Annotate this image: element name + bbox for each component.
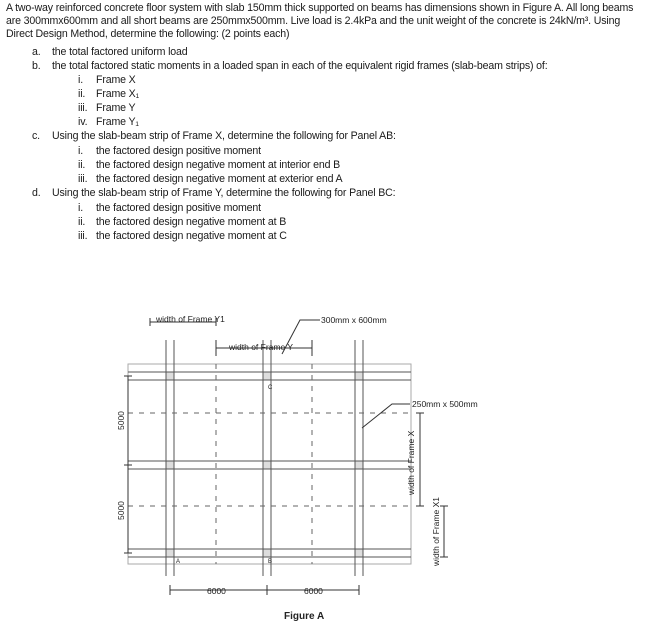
item-c-ii: ii. the factored design negative moment at interior end B	[78, 159, 341, 171]
point-c-label: C	[268, 385, 273, 391]
label-width-frame-x1: width of Frame X1	[431, 497, 441, 566]
label-width-frame-y1: width of Frame Y1	[156, 314, 225, 324]
label-width-frame-x: width of Frame X	[406, 430, 416, 495]
label-long-beam: 300mm x 600mm	[321, 315, 387, 325]
item-b-iv: iv. Frame Y₁	[78, 116, 139, 128]
problem-statement: A two-way reinforced concrete floor system with slab 150mm thick supported on beams has dimensions shown in Figure A. All long beams are 300mmx600mm and all short beams are 250mmx500mm. Live load is 2.4kPa and the unit weight of the concrete is 24kN/m³. Using Direct Design Method, determine the following: (2 points each)	[6, 2, 634, 41]
dim-left-top: 5000	[116, 411, 126, 430]
point-a-label: A	[176, 559, 181, 565]
frame-x1-bracket	[440, 506, 448, 557]
item-c-i: i. the factored design positive moment	[78, 145, 261, 157]
label-width-frame-y: width of Frame Y	[229, 342, 294, 352]
short-beam-leader	[362, 404, 410, 428]
frame-x-bracket	[416, 413, 424, 506]
item-c: c. Using the slab-beam strip of Frame X, determine the following for Panel AB:	[32, 130, 396, 142]
item-b-ii: ii. Frame X₁	[78, 88, 139, 100]
label-short-beam: 250mm x 500mm	[412, 399, 478, 409]
item-c-iii: iii. the factored design negative moment at exterior end A	[78, 173, 343, 185]
item-b-i: i. Frame X	[78, 74, 136, 86]
item-b-iii: iii. Frame Y	[78, 102, 136, 114]
point-b-label: B	[268, 559, 273, 565]
left-dimension-line	[124, 376, 132, 553]
dim-bottom-right: 6000	[304, 586, 323, 596]
figure-caption: Figure A	[284, 611, 325, 622]
item-a: a. the total factored uniform load	[32, 46, 188, 58]
item-d-i: i. the factored design positive moment	[78, 202, 261, 214]
dim-left-bottom: 5000	[116, 501, 126, 520]
bottom-dimension-line	[170, 585, 359, 595]
dim-bottom-left: 6000	[207, 586, 226, 596]
item-b: b. the total factored static moments in a loaded span in each of the equivalent rigid frames (slab-beam strips) of:	[32, 60, 548, 72]
item-d: d. Using the slab-beam strip of Frame Y, determine the following for Panel BC:	[32, 187, 396, 199]
item-d-ii: ii. the factored design negative moment at B	[78, 216, 287, 228]
item-d-iii: iii. the factored design negative moment at C	[78, 230, 287, 242]
